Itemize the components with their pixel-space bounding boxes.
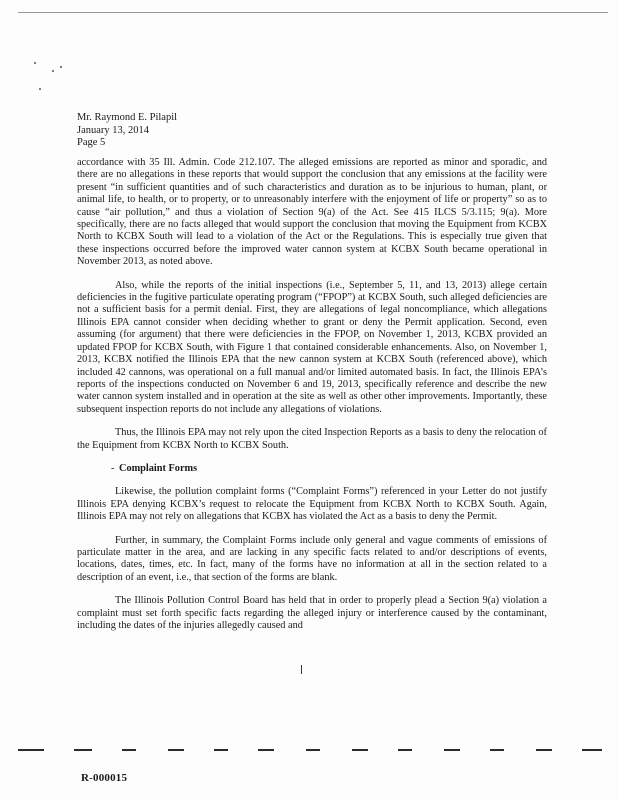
scan-speck <box>52 70 54 72</box>
letter-header <box>77 112 177 150</box>
recipient-name: Mr. Raymond E. Pilapil <box>77 112 178 123</box>
body-paragraph: Also, while the reports of the initial inspections (i.e., September 5, 11, and 13, 2013) allege certain deficiencies in the fugitive particulate operating program (“FPOP”) at KCBX South, such alleged deficiencies are not a sufficient basis for a permit denial. First, they are allegations of legal noncompliance, which allegations Illinois EPA cannot consider when deciding whether to grant or deny the Permit application. Second, even assuming (for argument) that there were deficiencies in the FPOP, on November 1, 2013, KCBX provided an updated FPOP for KCBX South, with Figure 1 that contained considerable enhancements. Also, on November 1, 2013, KCBX notified the Illinois EPA that the new cannon system at KCBX South (referenced above), which included 42 cannons, was operational on a full manual and/or limited automated basis. In fact, the Illinois EPA’s reports of the inspections conducted on November 6 and 19, 2013, specifically reference and describe the new water cannon system installed and in operation at the site as well as other other improvements. Importantly, these subsequent inspection reports do not include any allegations of violations. <box>77 279 547 415</box>
footer-dash <box>214 749 228 751</box>
scan-speck <box>60 66 62 68</box>
footer-dash-line <box>18 749 608 751</box>
letter-body <box>77 157 547 632</box>
page-mark <box>301 665 302 674</box>
body-paragraph: Further, in summary, the Complaint Forms include only general and vague comments of emissions of particulate matter in the area, and are lacking in any specific facts related to and/or descriptions of events, locations, dates, times, etc. In fact, many of the forms have no information at all in the section related to a description of an event, i.e., that section of the forms are blank. <box>77 534 547 583</box>
section-heading <box>77 463 547 475</box>
body-paragraph: accordance with 35 Ill. Admin. Code 212.107. The alleged emissions are reported as minor and sporadic, and there are no allegations in these reports that would support the conclusion that any emissions at the facility were present “in sufficient quantities and of such characteristics and duration as to be injurious to human, plant, or animal life, to health, or to property, or to unreasonably interfere with the enjoyment of life or property” so as to cause “air pollution,” and thus a violation of Section 9(a) of the Act. See 415 ILCS 5/3.115; 9(a). More specifically, there are no facts alleged that would support the conclusion that moving the Equipment from KCBX North to KCBX South will lead to a violation of the Act or the Regulations. This is especially true given that these inspections occurred before the improved water cannon system at KCBX South became operational in November 2013, as noted above. <box>77 157 547 268</box>
footer-dash <box>258 749 274 751</box>
footer-dash <box>444 749 460 751</box>
body-paragraph: The Illinois Pollution Control Board has held that in order to properly plead a Section 9(a) violation a complaint must set forth specific facts regarding the alleged injury or interference caused by the contaminant, including the dates of the injuries allegedly caused and <box>77 595 547 631</box>
footer-dash <box>582 749 602 751</box>
footer-dash <box>306 749 320 751</box>
body-paragraph: Thus, the Illinois EPA may not rely upon the cited Inspection Reports as a basis to deny the relocation of the Equipment from KCBX North to KCBX South. <box>77 427 547 451</box>
scan-speck <box>39 88 41 90</box>
footer-dash <box>490 749 504 751</box>
footer-dash <box>18 749 44 751</box>
footer-dash <box>536 749 552 751</box>
section-heading-title: Complaint Forms <box>119 462 198 474</box>
bates-number: R-000015 <box>81 772 128 784</box>
section-heading-marker: - <box>111 462 115 474</box>
footer-dash <box>168 749 184 751</box>
scan-speck <box>34 62 36 64</box>
footer-dash <box>74 749 92 751</box>
body-paragraph: Likewise, the pollution complaint forms (“Complaint Forms”) referenced in your Letter do not justify Illinois EPA denying KCBX’s request to relocate the Equipment from KCBX North to KCBX South. Again, Illinois EPA may not rely on allegations that KCBX has violated the Act as a basis to deny the Permit. <box>77 486 547 523</box>
footer-dash <box>122 749 136 751</box>
footer-dash <box>352 749 368 751</box>
footer-dash <box>398 749 412 751</box>
letter-date: January 13, 2014 <box>77 124 150 136</box>
top-edge-line <box>18 12 608 13</box>
page-number: Page 5 <box>77 137 106 148</box>
